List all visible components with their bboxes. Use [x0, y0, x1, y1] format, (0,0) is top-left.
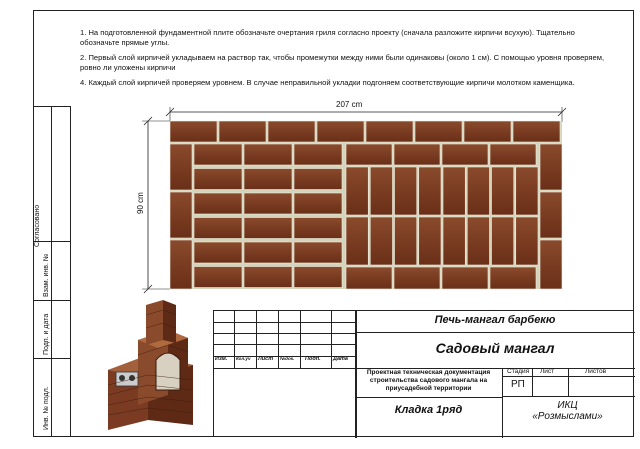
brick: [194, 218, 242, 239]
brick: [516, 217, 538, 265]
brick: [370, 167, 392, 215]
brick: [443, 167, 465, 215]
brick: [394, 267, 440, 289]
brick: [467, 217, 489, 265]
brick: [370, 217, 392, 265]
height-dimension: 90 cm: [136, 192, 145, 214]
brick: [346, 217, 368, 265]
brick: [490, 267, 536, 289]
note-2: 2. Первый слой кирпичей укладываем на раствор так, чтобы промежутки между ними были одинаковы (около 1 см). С помощью уровня проверяем, ровно ли уложены кирпичи: [80, 53, 605, 72]
inv-orig-label: Инв. № подл.: [43, 386, 50, 430]
sign-date-label: Подп. и дата: [43, 313, 50, 355]
brick: [244, 218, 292, 239]
brick: [395, 167, 417, 215]
brick: [194, 193, 242, 214]
agreed-label: Согласовано: [34, 204, 41, 247]
sheets-header: Листов: [585, 368, 607, 375]
instructions: [80, 28, 610, 93]
brick-plan: [130, 95, 570, 295]
brick: [442, 267, 488, 289]
note-3: 4. Каждый слой кирпичей проверяем уровнем. В случае неправильной укладки подгоняем соответствующие кирпичи молотком каменщика.: [80, 78, 575, 87]
sheet-title: Кладка 1ряд: [394, 404, 463, 416]
brick: [170, 144, 192, 190]
brick: [467, 167, 489, 215]
brick: [244, 169, 292, 190]
brick: [490, 144, 536, 165]
project-description: Проектная техническая документация строительства садового мангала на приусадебной территории: [366, 369, 491, 392]
brick: [294, 242, 342, 263]
brick: [516, 167, 538, 215]
col-doc: №док.: [280, 356, 295, 361]
brick: [194, 144, 242, 165]
stage-value: РП: [511, 379, 525, 390]
brick: [346, 267, 392, 289]
col-date: Дата: [333, 356, 348, 362]
brick: [443, 217, 465, 265]
col-izm: Изм.: [215, 356, 228, 362]
col-podp: Подп.: [305, 356, 321, 362]
product-title: Печь-мангал барбекю: [434, 314, 556, 326]
brick: [540, 192, 562, 238]
note-1: 1. На подготовленной фундаментной плите обозначьте очертания гриля согласно проекту (сначала разложите кирпичи всухую). Тщательно обозначьте прямые углы.: [80, 28, 575, 47]
brick: [294, 193, 342, 214]
brick: [346, 144, 392, 165]
brick: [415, 121, 462, 142]
brick: [442, 144, 488, 165]
left-strip: [33, 106, 71, 437]
brick: [540, 144, 562, 190]
brick: [244, 267, 292, 288]
org-line-1: ИКЦ: [557, 400, 578, 411]
organization: [501, 400, 634, 422]
brick: [464, 121, 511, 142]
brick: [419, 217, 441, 265]
brick: [170, 192, 192, 238]
brick: [294, 144, 342, 165]
grill-illustration: [98, 300, 208, 435]
brick: [170, 240, 192, 289]
brick: [194, 169, 242, 190]
drawing-name: Садовый мангал: [435, 340, 555, 356]
brick: [268, 121, 315, 142]
brick: [492, 217, 514, 265]
brick: [513, 121, 560, 142]
brick: [194, 267, 242, 288]
brick: [346, 167, 368, 215]
brick: [294, 218, 342, 239]
col-list: Лист: [258, 356, 274, 362]
brick: [294, 267, 342, 288]
brick: [395, 217, 417, 265]
brick: [244, 193, 292, 214]
brick: [317, 121, 364, 142]
brick: [540, 240, 562, 289]
brick: [419, 167, 441, 215]
col-kol: Кол.уч: [236, 356, 251, 361]
width-dimension: 207 cm: [336, 100, 363, 109]
sheet-header: Лист: [540, 368, 555, 375]
brick: [294, 169, 342, 190]
stage-header: Стадия: [507, 368, 530, 375]
brick: [394, 144, 440, 165]
inv-replace-label: Взам. инв. №: [43, 253, 50, 297]
brick: [366, 121, 413, 142]
brick: [170, 121, 217, 142]
brick: [244, 144, 292, 165]
brick: [194, 242, 242, 263]
brick: [219, 121, 266, 142]
brick: [244, 242, 292, 263]
org-line-2: «Розмыслами»: [532, 411, 603, 422]
brick: [492, 167, 514, 215]
